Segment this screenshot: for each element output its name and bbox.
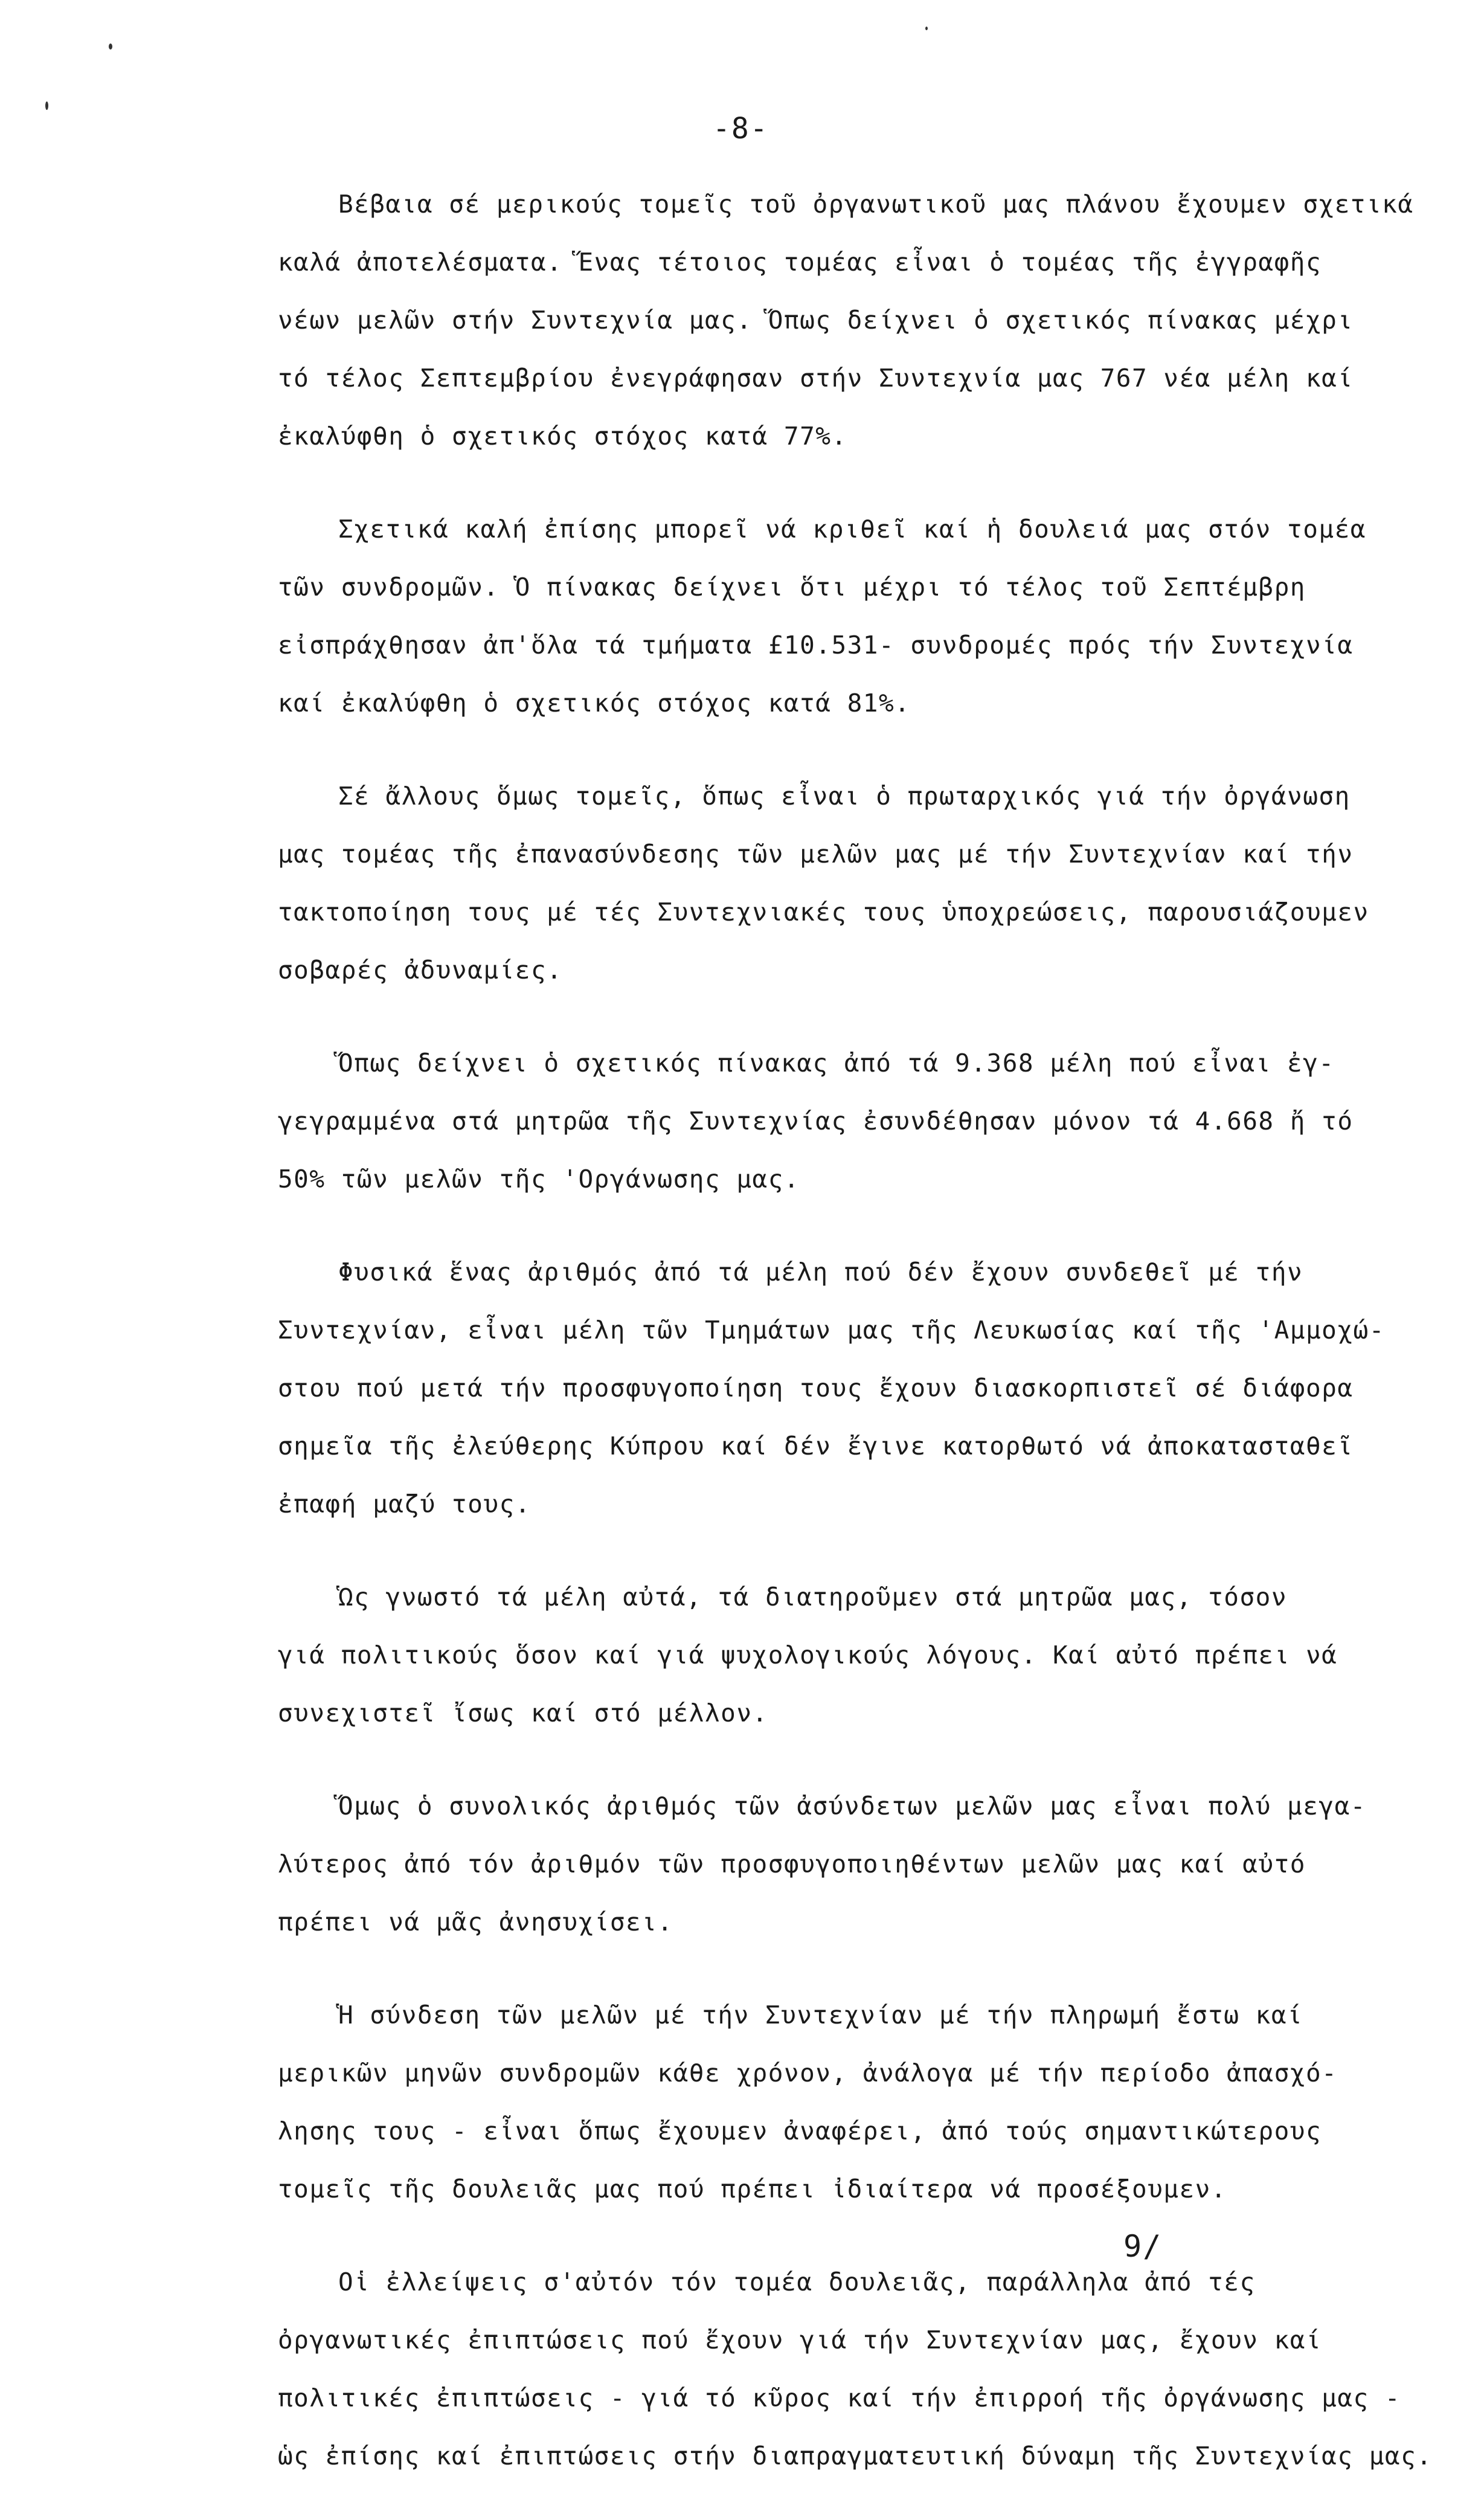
paragraph <box>278 1034 1365 1208</box>
text-line: ἐκαλύφθη ὁ σχετικός στόχος κατά 77%. <box>278 422 847 451</box>
text-line: τό τέλος Σεπτεμβρίου ἐνεγράφησαν στήν Συντεχνία μας 767 νέα μέλη καί <box>278 364 1354 393</box>
text-line: εἰσπράχθησαν ἀπ'ὅλα τά τμήματα £10.531- συνδρομές πρός τήν Συντεχνία <box>278 631 1354 660</box>
paragraph <box>278 1986 1365 2218</box>
text-line: μερικῶν μηνῶν συνδρομῶν κάθε χρόνον, ἀνάλογα μέ τήν περίοδο ἀπασχό- <box>278 2059 1338 2088</box>
text-line: στου πού μετά τήν προσφυγοποίηση τους ἔχουν διασκορπιστεῖ σέ διάφορα <box>278 1374 1354 1403</box>
text-line: Ὡς γνωστό τά μέλη αὐτά, τά διατηροῦμεν στά μητρῶα μας, τόσον <box>338 1583 1288 1612</box>
text-line: σοβαρές ἀδυναμίες. <box>278 956 563 985</box>
paragraph <box>278 1568 1365 1742</box>
text-line: τακτοποίηση τους μέ τές Συντεχνιακές τους ὑποχρεώσεις, παρουσιάζουμεν <box>278 898 1369 927</box>
text-line: καί ἐκαλύφθη ὁ σχετικός στόχος κατά 81%. <box>278 689 911 718</box>
text-line: Σχετικά καλή ἐπίσης μπορεῖ νά κριθεῖ καί ἡ δουλειά μας στόν τομέα <box>338 515 1366 544</box>
paragraph <box>278 1243 1385 1533</box>
text-line: ὀργανωτικές ἐπιπτώσεις πού ἔχουν γιά τήν Συντεχνίαν μας, ἔχουν καί <box>278 2326 1322 2354</box>
paragraph <box>278 175 1414 465</box>
text-line: τῶν συνδρομῶν. Ὁ πίνακας δείχνει ὅτι μέχρι τό τέλος τοῦ Σεπτέμβρη <box>278 573 1306 602</box>
text-line: μας τομέας τῆς ἐπανασύνδεσης τῶν μελῶν μας μέ τήν Συντεχνίαν καί τήν <box>278 840 1354 869</box>
text-line: Βέβαια σέ μερικούς τομεῖς τοῦ ὀργανωτικοῦ μας πλάνου ἔχουμεν σχετικά <box>338 190 1414 219</box>
text-line: Φυσικά ἕνας ἀριθμός ἀπό τά μέλη πού δέν ἔχουν συνδεθεῖ μέ τήν <box>338 1258 1303 1287</box>
text-line: λύτερος ἀπό τόν ἀριθμόν τῶν προσφυγοποιηθέντων μελῶν μας καί αὐτό <box>278 1850 1306 1879</box>
continuation-reference: 9/ <box>1123 2229 1163 2264</box>
text-line: λησης τους - εἶναι ὅπως ἔχουμεν ἀναφέρει, ἀπό τούς σημαντικώτερους <box>278 2117 1322 2146</box>
text-line: γιά πολιτικούς ὅσον καί γιά ψυχολογικούς λόγους. Καί αὐτό πρέπει νά <box>278 1641 1338 1670</box>
text-line: 50% τῶν μελῶν τῆς 'Οργάνωσης μας. <box>278 1165 800 1194</box>
text-line: πρέπει νά μᾶς ἀνησυχίσει. <box>278 1908 673 1937</box>
text-line: συνεχιστεῖ ἴσως καί στό μέλλον. <box>278 1699 768 1728</box>
paragraph <box>278 767 1369 999</box>
text-line: Ὅμως ὁ συνολικός ἀριθμός τῶν ἀσύνδετων μελῶν μας εἶναι πολύ μεγα- <box>338 1792 1366 1821</box>
text-line: Ἡ σύνδεση τῶν μελῶν μέ τήν Συντεχνίαν μέ τήν πληρωμή ἔστω καί <box>338 2001 1303 2030</box>
text-line: νέων μελῶν στήν Συντεχνία μας. Ὅπως δείχνει ὁ σχετικός πίνακας μέχρι <box>278 306 1354 335</box>
scan-speck <box>925 27 928 30</box>
text-line: σημεῖα τῆς ἐλεύθερης Κύπρου καί δέν ἔγινε κατορθωτό νά ἀποκατασταθεῖ <box>278 1432 1354 1461</box>
document-body <box>278 175 1433 2520</box>
text-line: καλά ἀποτελέσματα. Ἕνας τέτοιος τομέας εἶναι ὁ τομέας τῆς ἐγγραφῆς <box>278 248 1322 277</box>
scan-speck <box>45 101 48 110</box>
text-line: τομεῖς τῆς δουλειᾶς μας πού πρέπει ἰδιαίτερα νά προσέξουμεν. <box>278 2174 1227 2203</box>
page-number: -8- <box>713 112 769 146</box>
text-line: Οἱ ἐλλείψεις σ'αὐτόν τόν τομέα δουλειᾶς, παράλληλα ἀπό τές <box>338 2268 1256 2297</box>
paragraph <box>278 2253 1433 2485</box>
text-line: ὡς ἐπίσης καί ἐπιπτώσεις στήν διαπραγματευτική δύναμη τῆς Συντεχνίας μας. <box>278 2441 1433 2470</box>
paragraph <box>278 1777 1365 1951</box>
text-line: Σέ ἄλλους ὅμως τομεῖς, ὅπως εἶναι ὁ πρωταρχικός γιά τήν ὀργάνωση <box>338 782 1351 811</box>
text-line: πολιτικές ἐπιπτώσεις - γιά τό κῦρος καί τήν ἐπιρροή τῆς ὀργάνωσης μας - <box>278 2383 1401 2412</box>
text-line: Ὅπως δείχνει ὁ σχετικός πίνακας ἀπό τά 9.368 μέλη πού εἶναι ἐγ- <box>338 1049 1335 1078</box>
text-line: ἐπαφή μαζύ τους. <box>278 1490 531 1519</box>
scan-speck <box>109 43 112 50</box>
paragraph <box>278 500 1365 732</box>
text-line: γεγραμμένα στά μητρῶα τῆς Συντεχνίας ἐσυνδέθησαν μόνον τά 4.668 ἤ τό <box>278 1107 1354 1136</box>
text-line: Συντεχνίαν, εἶναι μέλη τῶν Τμημάτων μας τῆς Λευκωσίας καί τῆς 'Αμμοχώ- <box>278 1316 1385 1345</box>
